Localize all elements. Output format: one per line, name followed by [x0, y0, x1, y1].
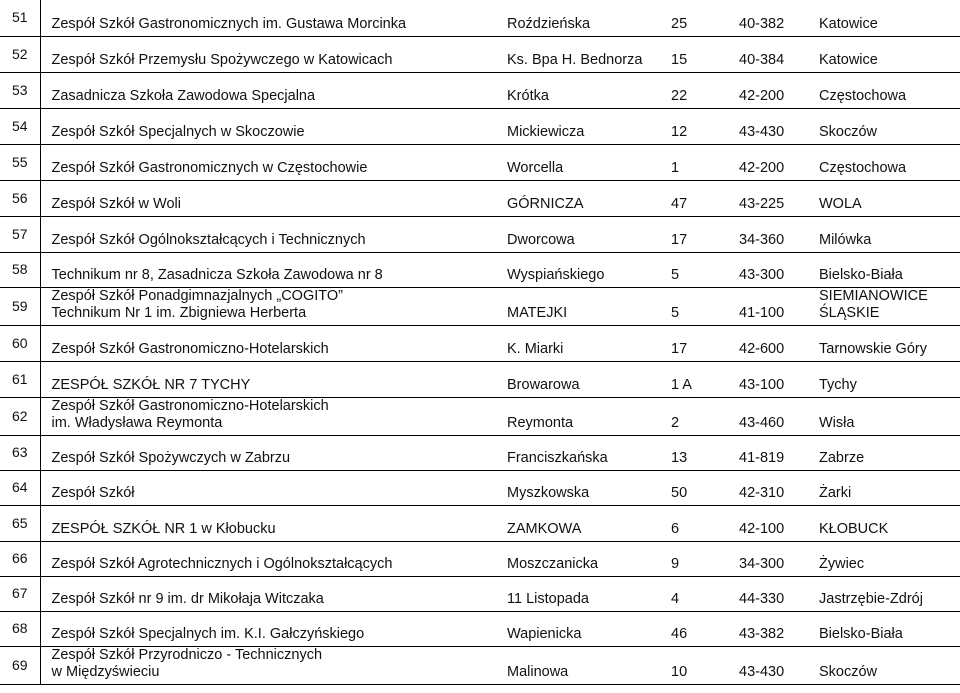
school-name-line: Zespół Szkół w Woli [51, 195, 181, 212]
table-row [0, 541, 960, 576]
row-number: 62 [0, 397, 40, 435]
house-number: 13 [671, 435, 739, 470]
school-name-line: Zespół Szkół Ponadgimnazjalnych „COGITO” [51, 287, 343, 304]
postal-code: 40-382 [739, 0, 819, 36]
street: Mickiewicza [507, 108, 671, 144]
table-row [0, 180, 960, 216]
row-number: 66 [0, 541, 40, 576]
street: Dworcowa [507, 216, 671, 252]
table-row [0, 505, 960, 541]
city [819, 576, 960, 611]
postal-code: 42-310 [739, 470, 819, 505]
postal-code: 43-300 [739, 252, 819, 287]
postal-code: 43-225 [739, 180, 819, 216]
table-row [0, 646, 960, 684]
table-row [0, 470, 960, 505]
school-name [40, 72, 507, 108]
postal-code: 42-600 [739, 325, 819, 361]
row-number: 53 [0, 72, 40, 108]
school-name-line: Zespół Szkół Gastronomiczno-Hotelarskich [51, 397, 329, 414]
city [819, 361, 960, 397]
school-name-line: Zespół Szkół Przemysłu Spożywczego w Katowicach [51, 51, 393, 68]
city-line: Katowice [819, 15, 878, 32]
city-line: Częstochowa [819, 159, 907, 176]
city-line: Bielsko-Biała [819, 625, 903, 642]
postal-code: 42-200 [739, 144, 819, 180]
house-number: 5 [671, 287, 739, 325]
street: Reymonta [507, 397, 671, 435]
school-name [40, 576, 507, 611]
city [819, 646, 960, 684]
street: Wapienicka [507, 611, 671, 646]
street: Browarowa [507, 361, 671, 397]
house-number: 9 [671, 541, 739, 576]
table-row [0, 397, 960, 435]
city-line: Tychy [819, 376, 857, 393]
school-name [40, 287, 507, 325]
row-number: 59 [0, 287, 40, 325]
school-name-line: ZESPÓŁ SZKÓŁ NR 7 TYCHY [51, 376, 251, 393]
postal-code: 40-384 [739, 36, 819, 72]
street: MATEJKI [507, 287, 671, 325]
city [819, 505, 960, 541]
city [819, 180, 960, 216]
row-number: 56 [0, 180, 40, 216]
house-number: 25 [671, 0, 739, 36]
street: GÓRNICZA [507, 180, 671, 216]
school-name [40, 505, 507, 541]
school-name-line: Zespół Szkół Przyrodniczo - Technicznych [51, 646, 323, 663]
school-name-line: Zespół Szkół Gastronomicznych im. Gustawa Morcinka [51, 15, 407, 32]
house-number: 1 [671, 144, 739, 180]
table-row [0, 0, 960, 36]
row-number: 64 [0, 470, 40, 505]
house-number: 10 [671, 646, 739, 684]
postal-code: 43-382 [739, 611, 819, 646]
row-number: 58 [0, 252, 40, 287]
street: ZAMKOWA [507, 505, 671, 541]
house-number: 5 [671, 252, 739, 287]
row-number: 54 [0, 108, 40, 144]
row-number: 51 [0, 0, 40, 36]
school-name-line: Technikum Nr 1 im. Zbigniewa Herberta [51, 304, 307, 321]
city-line: Skoczów [819, 123, 878, 140]
city [819, 287, 960, 325]
postal-code: 44-330 [739, 576, 819, 611]
school-name [40, 216, 507, 252]
city [819, 72, 960, 108]
school-name-line: Zespół Szkół Specjalnych im. K.I. Gałczyńskiego [51, 625, 365, 642]
city [819, 435, 960, 470]
table-row [0, 361, 960, 397]
house-number: 50 [671, 470, 739, 505]
row-number: 60 [0, 325, 40, 361]
school-name [40, 36, 507, 72]
city [819, 216, 960, 252]
school-name [40, 180, 507, 216]
postal-code: 43-430 [739, 646, 819, 684]
postal-code: 43-430 [739, 108, 819, 144]
table-row [0, 435, 960, 470]
house-number: 17 [671, 325, 739, 361]
street: Ks. Bpa H. Bednorza [507, 36, 671, 72]
city [819, 144, 960, 180]
school-name [40, 325, 507, 361]
city [819, 541, 960, 576]
row-number: 63 [0, 435, 40, 470]
table-row [0, 576, 960, 611]
postal-code: 41-100 [739, 287, 819, 325]
street: K. Miarki [507, 325, 671, 361]
school-name-line: Zespół Szkół Spożywczych w Zabrzu [51, 449, 291, 466]
school-name-line: Zespół Szkół [51, 484, 135, 501]
postal-code: 43-460 [739, 397, 819, 435]
row-number: 55 [0, 144, 40, 180]
city-line: Jastrzębie-Zdrój [819, 590, 923, 607]
city [819, 611, 960, 646]
school-name [40, 361, 507, 397]
city [819, 36, 960, 72]
city-line: Zabrze [819, 449, 865, 466]
city-line: Skoczów [819, 663, 878, 680]
row-number: 65 [0, 505, 40, 541]
school-name [40, 611, 507, 646]
school-name [40, 0, 507, 36]
table-row [0, 144, 960, 180]
city [819, 252, 960, 287]
school-name-line: Zasadnicza Szkoła Zawodowa Specjalna [51, 87, 316, 104]
city-line: Wisła [819, 414, 855, 431]
house-number: 6 [671, 505, 739, 541]
school-name-line: Zespół Szkół nr 9 im. dr Mikołaja Witczaka [51, 590, 324, 607]
school-name [40, 397, 507, 435]
school-name-line: Zespół Szkół Gastronomicznych w Częstochowie [51, 159, 368, 176]
school-name-line: Zespół Szkół Gastronomiczno-Hotelarskich [51, 340, 329, 357]
city-line: WOLA [819, 195, 862, 212]
row-number: 61 [0, 361, 40, 397]
table-row [0, 325, 960, 361]
row-number: 69 [0, 646, 40, 684]
house-number: 46 [671, 611, 739, 646]
city-line: Bielsko-Biała [819, 266, 903, 283]
street: Wyspiańskiego [507, 252, 671, 287]
row-number: 57 [0, 216, 40, 252]
school-name [40, 541, 507, 576]
house-number: 4 [671, 576, 739, 611]
house-number: 1 A [671, 361, 739, 397]
school-name [40, 435, 507, 470]
row-number: 52 [0, 36, 40, 72]
row-number: 67 [0, 576, 40, 611]
street: Malinowa [507, 646, 671, 684]
street: Myszkowska [507, 470, 671, 505]
city-line: KŁOBUCK [819, 520, 889, 537]
row-number: 68 [0, 611, 40, 646]
city [819, 325, 960, 361]
city-line: Katowice [819, 51, 878, 68]
table-row [0, 287, 960, 325]
table-row [0, 611, 960, 646]
school-name-line: Zespół Szkół Ogólnokształcących i Technicznych [51, 231, 366, 248]
house-number: 15 [671, 36, 739, 72]
table-row [0, 36, 960, 72]
city-line: SIEMIANOWICE [819, 287, 928, 304]
city-line: Żywiec [819, 555, 865, 572]
street: Worcella [507, 144, 671, 180]
house-number: 47 [671, 180, 739, 216]
city-line: Tarnowskie Góry [819, 340, 927, 357]
city [819, 397, 960, 435]
school-name [40, 144, 507, 180]
postal-code: 42-200 [739, 72, 819, 108]
street: Franciszkańska [507, 435, 671, 470]
table-row [0, 216, 960, 252]
school-name-line: Zespół Szkół Agrotechnicznych i Ogólnokształcących [51, 555, 393, 572]
school-name-line: w Międzyświeciu [51, 663, 160, 680]
house-number: 22 [671, 72, 739, 108]
street: 11 Listopada [507, 576, 671, 611]
school-name-line: Zespół Szkół Specjalnych w Skoczowie [51, 123, 305, 140]
school-name-line: ZESPÓŁ SZKÓŁ NR 1 w Kłobucku [51, 520, 276, 537]
postal-code: 43-100 [739, 361, 819, 397]
table-row [0, 252, 960, 287]
street: Krótka [507, 72, 671, 108]
postal-code: 34-300 [739, 541, 819, 576]
school-name-line: Technikum nr 8, Zasadnicza Szkoła Zawodowa nr 8 [51, 266, 383, 283]
table-row [0, 108, 960, 144]
city-line: Milówka [819, 231, 872, 248]
school-name [40, 252, 507, 287]
city [819, 0, 960, 36]
house-number: 17 [671, 216, 739, 252]
school-name-line: im. Władysława Reymonta [51, 414, 223, 431]
house-number: 12 [671, 108, 739, 144]
house-number: 2 [671, 397, 739, 435]
city-line: Częstochowa [819, 87, 907, 104]
school-name [40, 646, 507, 684]
postal-code: 34-360 [739, 216, 819, 252]
table-row [0, 72, 960, 108]
city [819, 470, 960, 505]
school-name [40, 108, 507, 144]
city [819, 108, 960, 144]
city-line: ŚLĄSKIE [819, 304, 880, 321]
street: Moszczanicka [507, 541, 671, 576]
street: Roździeńska [507, 0, 671, 36]
city-line: Żarki [819, 484, 852, 501]
postal-code: 42-100 [739, 505, 819, 541]
school-name [40, 470, 507, 505]
postal-code: 41-819 [739, 435, 819, 470]
